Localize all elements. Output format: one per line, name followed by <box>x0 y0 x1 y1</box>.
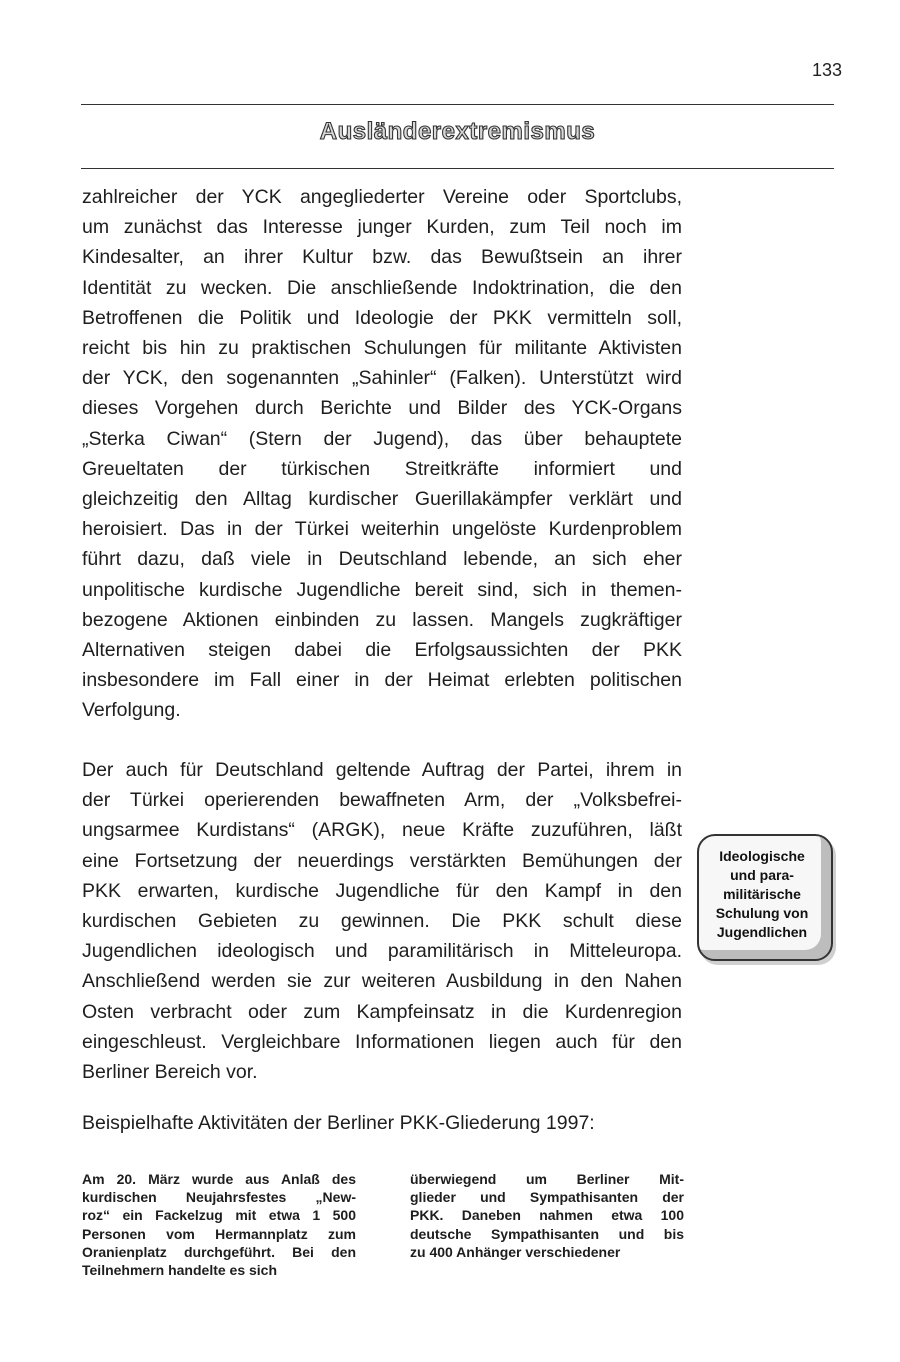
margin-note-box <box>697 834 833 961</box>
column-line: Am 20. März wurde aus Anlaß des <box>82 1171 356 1187</box>
column-line: kurdischen Neujahrsfestes „New- <box>82 1189 356 1206</box>
body-paragraph-2 <box>82 755 682 1087</box>
paragraph-line: Identität zu wecken. Die anschließende Indoktrination, die den <box>82 276 682 299</box>
column-line: PKK. Daneben nahmen etwa 100 <box>410 1207 684 1224</box>
margin-note-line: militärische <box>723 886 801 902</box>
paragraph-line: Der auch für Deutschland geltende Auftrag der Partei, ihrem in <box>82 759 682 781</box>
margin-note-text <box>716 847 809 942</box>
paragraph-line: dieses Vorgehen durch Berichte und Bilder des YCK-Organs <box>82 397 682 420</box>
paragraph-line: insbesondere im Fall einer in der Heimat erlebten politischen <box>82 669 682 692</box>
margin-note-line: Ideologische <box>719 848 805 864</box>
page-number: 133 <box>811 60 842 80</box>
paragraph-line: der Türkei operierenden bewaffneten Arm, der „Volksbefrei- <box>82 789 682 812</box>
paragraph-line: ungsarmee Kurdistans“ (ARGK), neue Kräfte zuzuführen, läßt <box>82 819 682 842</box>
paragraph-line: kurdischen Gebieten zu gewinnen. Die PKK schult diese <box>82 910 682 933</box>
paragraph-line: der YCK, den sogenannten „Sahinler“ (Falken). Unterstützt wird <box>82 367 682 390</box>
column-line: überwiegend um Berliner Mit- <box>410 1171 684 1187</box>
column-line: Teilnehmern handelte es sich <box>82 1262 278 1279</box>
paragraph-line: eingeschleust. Vergleichbare Informationen liegen auch für den <box>82 1030 682 1053</box>
paragraph-line: bezogene Aktionen einbinden zu lassen. Mangels zugkräftiger <box>82 608 682 631</box>
paragraph-line: heroisiert. Das in der Türkei weiterhin ungelöste Kurdenproblem <box>82 518 682 541</box>
paragraph-line: „Sterka Ciwan“ (Stern der Jugend), das über behauptete <box>82 427 682 450</box>
margin-note-line: Jugendlichen <box>716 924 808 940</box>
header-rule-bottom <box>81 168 834 169</box>
column-line: Oranienplatz durchgeführt. Bei den <box>82 1243 356 1260</box>
column-line: glieder und Sympathisanten der <box>410 1189 684 1206</box>
paragraph-line: Alternativen steigen dabei die Erfolgsaussichten der PKK <box>82 639 682 662</box>
column-line: zu 400 Anhänger verschiedener <box>410 1243 621 1260</box>
paragraph-line: PKK erwarten, kurdische Jugendliche für den Kampf in den <box>82 879 682 902</box>
paragraph-line: Betroffenen die Politik und Ideologie der PKK vermitteln soll, <box>82 306 682 329</box>
section-heading: Beispielhafte Aktivitäten der Berliner PKK-Gliederung 1997: <box>82 1112 595 1134</box>
margin-note-line: und para- <box>730 867 794 883</box>
paragraph-line: Kindesalter, an ihrer Kultur bzw. das Bewußtsein an ihrer <box>82 246 682 269</box>
margin-note-line: Schulung von <box>715 905 809 921</box>
paragraph-line: eine Fortsetzung der neuerdings verstärkten Bemühungen der <box>82 849 682 872</box>
column-right <box>410 1170 684 1261</box>
paragraph-line: Greueltaten der türkischen Streitkräfte informiert und <box>82 457 682 480</box>
paragraph-line: Jugendlichen ideologisch und paramilitärisch in Mitteleuropa. <box>82 940 682 963</box>
running-head: Ausländerextremismus <box>319 118 596 145</box>
column-line: roz“ ein Fackelzug mit etwa 1 500 <box>82 1207 356 1224</box>
paragraph-line: Osten verbracht oder zum Kampfeinsatz in die Kurdenregion <box>82 1000 682 1023</box>
column-line: Personen vom Hermannplatz zum <box>82 1225 356 1242</box>
paragraph-line: zahlreicher der YCK angegliederter Vereine oder Sportclubs, <box>82 186 682 208</box>
paragraph-line: reicht bis hin zu praktischen Schulungen für militante Aktivisten <box>82 337 682 360</box>
body-paragraph-1 <box>82 182 682 726</box>
paragraph-line: Verfolgung. <box>82 699 181 722</box>
column-left <box>82 1170 356 1279</box>
paragraph-line: führt dazu, daß viele in Deutschland lebende, an sich eher <box>82 548 682 571</box>
paragraph-line: gleichzeitig den Alltag kurdischer Guerillakämpfer verklärt und <box>82 488 682 511</box>
header-rule-top <box>81 104 834 105</box>
paragraph-line: Anschließend werden sie zur weiteren Ausbildung in den Nahen <box>82 970 682 993</box>
paragraph-line: unpolitische kurdische Jugendliche bereit sind, sich in themen- <box>82 578 682 601</box>
paragraph-line: Berliner Bereich vor. <box>82 1061 258 1084</box>
column-line: deutsche Sympathisanten und bis <box>410 1225 684 1242</box>
paragraph-line: um zunächst das Interesse junger Kurden, zum Teil noch im <box>82 216 682 239</box>
